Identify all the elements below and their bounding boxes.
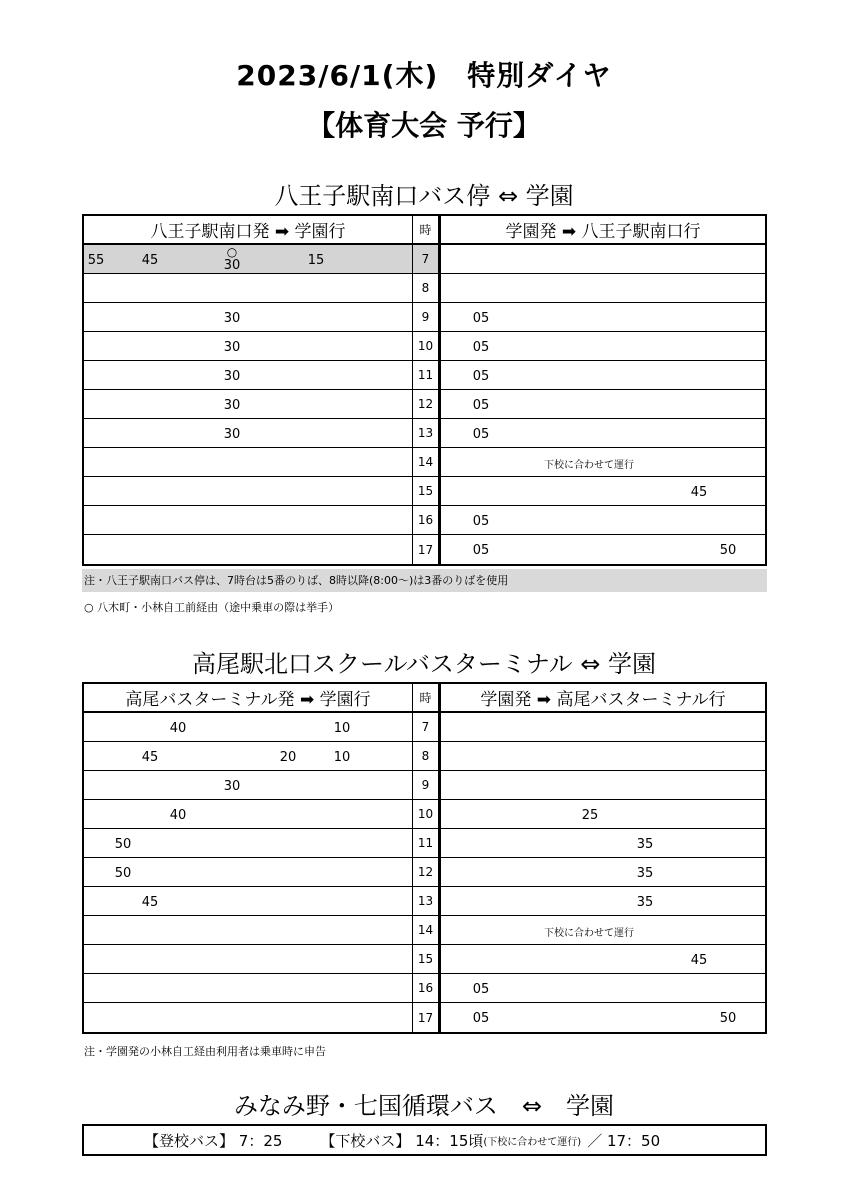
hour-cell: 7: [412, 245, 439, 273]
inbound-cell: [439, 506, 765, 534]
hour-cell: 12: [412, 858, 439, 886]
timetable-hachioji: [82, 214, 767, 566]
departure-minute: 45: [141, 253, 159, 268]
inbound-cell: [439, 800, 765, 828]
afternoon-time: 14：15頃: [410, 1131, 484, 1150]
departure-minute: 05: [472, 1011, 490, 1026]
outbound-cell: [84, 974, 412, 1002]
via-route-mark: ○: [226, 245, 238, 259]
outbound-cell: [84, 448, 412, 476]
hour-cell: 9: [412, 303, 439, 331]
inbound-cell: [439, 945, 765, 973]
table-row: [84, 945, 765, 974]
hour-cell: 15: [412, 477, 439, 505]
departure-minute: 05: [472, 369, 490, 384]
outbound-cell: [84, 506, 412, 534]
table-header: [84, 216, 765, 245]
inbound-cell: [439, 477, 765, 505]
departure-minute: 05: [472, 982, 490, 997]
table-row: [84, 713, 765, 742]
outbound-cell: [84, 1003, 412, 1032]
inbound-cell: [439, 974, 765, 1002]
table-row: [84, 535, 765, 564]
hour-cell: 17: [412, 535, 439, 564]
departure-minute: 40: [169, 721, 187, 736]
hour-cell: 12: [412, 390, 439, 418]
departure-minute: 05: [472, 398, 490, 413]
hour-cell: 9: [412, 771, 439, 799]
header-outbound: 八王子駅南口発 ➡ 学園行: [150, 222, 346, 242]
table-row: [84, 829, 765, 858]
inbound-cell: [439, 829, 765, 857]
departure-minute: 25: [581, 808, 599, 823]
inbound-cell: [439, 245, 765, 273]
table-row: [84, 303, 765, 332]
departure-minute: 05: [472, 311, 490, 326]
outbound-cell: [84, 332, 412, 360]
departure-minute: 50: [719, 543, 737, 558]
hour-cell: 16: [412, 974, 439, 1002]
departure-minute: 30: [223, 398, 241, 413]
run-note: 下校に合わせて運行: [544, 928, 634, 939]
table-row: [84, 390, 765, 419]
departure-minute: 05: [472, 543, 490, 558]
departure-minute: 50: [719, 1011, 737, 1026]
section1-title: 八王子駅南口バス停 ⇔ 学園: [274, 182, 574, 210]
hour-cell: 10: [412, 800, 439, 828]
hour-cell: 7: [412, 713, 439, 741]
outbound-cell: [84, 390, 412, 418]
hour-cell: 8: [412, 742, 439, 770]
departure-minute: 45: [141, 895, 159, 910]
departure-minute: 10: [333, 750, 351, 765]
table-row: [84, 332, 765, 361]
table-row: [84, 477, 765, 506]
table-row: [84, 742, 765, 771]
hour-cell: 14: [412, 448, 439, 476]
hour-cell: 13: [412, 887, 439, 915]
inbound-cell: [439, 390, 765, 418]
departure-minute: 30: [223, 779, 241, 794]
inbound-cell: [439, 771, 765, 799]
hour-cell: 8: [412, 274, 439, 302]
departure-minute: 30: [223, 369, 241, 384]
outbound-cell: [84, 916, 412, 944]
outbound-cell: [84, 245, 412, 273]
departure-minute: 35: [636, 895, 654, 910]
departure-minute: 30: [223, 427, 241, 442]
outbound-cell: [84, 742, 412, 770]
inbound-cell: [439, 448, 765, 476]
departure-minute: 50: [114, 866, 132, 881]
inbound-cell: [439, 858, 765, 886]
outbound-cell: [84, 477, 412, 505]
departure-minute: 10: [333, 721, 351, 736]
hour-cell: 13: [412, 419, 439, 447]
loop-bus-schedule: [82, 1124, 767, 1156]
inbound-cell: [439, 713, 765, 741]
outbound-cell: [84, 419, 412, 447]
header-inbound: 学園発 ➡ 高尾バスターミナル行: [439, 684, 765, 711]
hour-cell: 14: [412, 916, 439, 944]
departure-minute: 45: [690, 953, 708, 968]
table-row: [84, 506, 765, 535]
table-row: [84, 361, 765, 390]
hour-cell: 16: [412, 506, 439, 534]
inbound-cell: [439, 535, 765, 564]
inbound-cell: [439, 303, 765, 331]
header-inbound: 学園発 ➡ 八王子駅南口行: [439, 216, 765, 243]
departure-minute: 15: [307, 253, 325, 268]
outbound-cell: [84, 274, 412, 302]
departure-minute: 05: [472, 514, 490, 529]
section3-title: みなみ野・七国循環バス ⇔ 学園: [233, 1092, 615, 1120]
table-row: [84, 448, 765, 477]
inbound-cell: [439, 1003, 765, 1032]
outbound-cell: [84, 945, 412, 973]
table-row: [84, 887, 765, 916]
header-hour: 時: [412, 684, 439, 711]
afternoon-note: (下校に合わせて運行): [483, 1136, 582, 1148]
outbound-cell: [84, 535, 412, 564]
inbound-cell: [439, 916, 765, 944]
hour-cell: 11: [412, 829, 439, 857]
afternoon-label: 【下校バス】: [320, 1131, 411, 1150]
departure-minute: 30: [223, 340, 241, 355]
morning-label: 【登校バス】: [144, 1131, 235, 1150]
table-row: [84, 916, 765, 945]
page-title: 2023/6/1(木) 特別ダイヤ: [236, 59, 612, 92]
departure-minute: 45: [141, 750, 159, 765]
departure-minute: 35: [636, 866, 654, 881]
page-subtitle: 【体育大会 予行】: [307, 109, 541, 142]
header-hour: 時: [412, 216, 439, 243]
outbound-cell: [84, 713, 412, 741]
inbound-cell: [439, 274, 765, 302]
departure-minute: 40: [169, 808, 187, 823]
table-row: [84, 1003, 765, 1032]
inbound-cell: [439, 742, 765, 770]
note-declare: 注・学園発の小林自工経由利用者は乗車時に申告: [84, 1045, 326, 1058]
table-header: [84, 684, 765, 713]
table-row: [84, 274, 765, 303]
afternoon-time-last: ／ 17：50: [587, 1131, 661, 1150]
outbound-cell: [84, 771, 412, 799]
inbound-cell: [439, 419, 765, 447]
outbound-cell: [84, 800, 412, 828]
departure-minute: 30: [223, 258, 241, 273]
table-row: [84, 419, 765, 448]
table-row: [84, 771, 765, 800]
hour-cell: 15: [412, 945, 439, 973]
departure-minute: 30: [223, 311, 241, 326]
outbound-cell: [84, 858, 412, 886]
outbound-cell: [84, 361, 412, 389]
header-outbound: 高尾バスターミナル発 ➡ 学園行: [125, 690, 371, 710]
outbound-cell: [84, 829, 412, 857]
note-boarding: 注・八王子駅南口バス停は、7時台は5番のりば、8時以降(8:00～)は3番のりばを使用: [82, 569, 767, 592]
departure-minute: 45: [690, 485, 708, 500]
departure-minute: 50: [114, 837, 132, 852]
outbound-cell: [84, 887, 412, 915]
hour-cell: 17: [412, 1003, 439, 1032]
morning-time: 7：25: [234, 1131, 283, 1150]
table-row: [84, 974, 765, 1003]
note-via-route: ○ 八木町・小林自工前経由（途中乗車の際は挙手）: [84, 601, 340, 614]
section2-title: 高尾駅北口スクールバスターミナル ⇔ 学園: [191, 650, 656, 678]
table-row: [84, 245, 765, 274]
hour-cell: 11: [412, 361, 439, 389]
inbound-cell: [439, 361, 765, 389]
table-row: [84, 800, 765, 829]
departure-minute: 55: [87, 253, 105, 268]
run-note: 下校に合わせて運行: [544, 460, 634, 471]
table-row: [84, 858, 765, 887]
inbound-cell: [439, 332, 765, 360]
departure-minute: 05: [472, 340, 490, 355]
departure-minute: 20: [279, 750, 297, 765]
timetable-takao: [82, 682, 767, 1034]
hour-cell: 10: [412, 332, 439, 360]
departure-minute: 05: [472, 427, 490, 442]
inbound-cell: [439, 887, 765, 915]
departure-minute: 35: [636, 837, 654, 852]
outbound-cell: [84, 303, 412, 331]
